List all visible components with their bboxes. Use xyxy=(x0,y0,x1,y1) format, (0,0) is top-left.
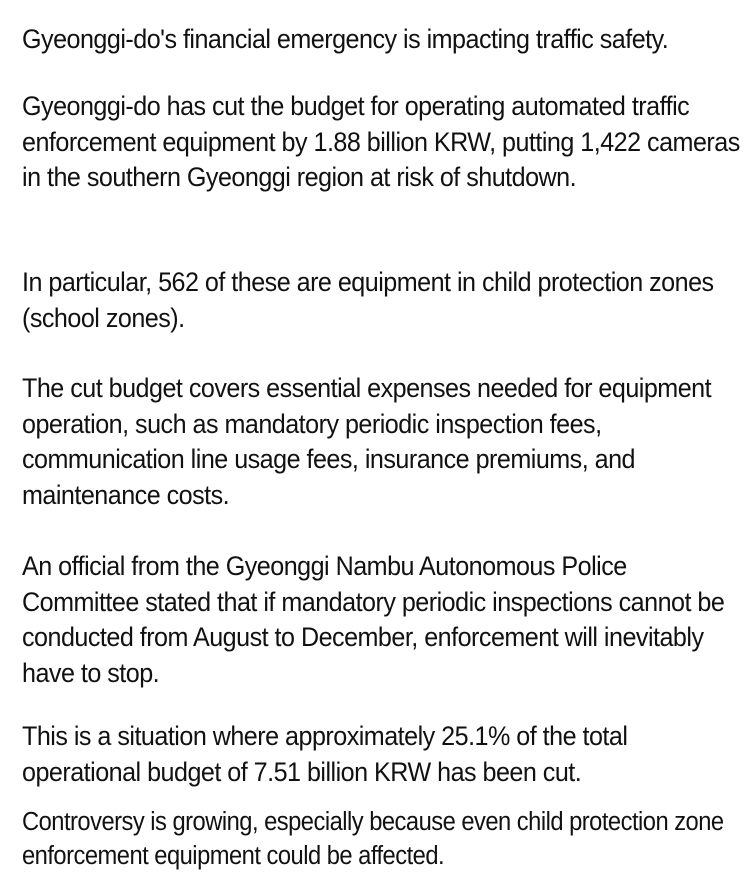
official-statement-paragraph: An official from the Gyeonggi Nambu Autonomous Police Committee stated that if mandatory periodic inspections cannot be conducted from August to December, enforcement will inevitably have to stop. xyxy=(22,551,725,688)
school-zone-paragraph: In particular, 562 of these are equipment in child protection zones (school zones). xyxy=(22,267,714,333)
headline-paragraph: Gyeonggi-do's financial emergency is impacting traffic safety. xyxy=(22,24,669,54)
expenses-paragraph: The cut budget covers essential expenses needed for equipment operation, such as mandatory periodic inspection fees, communication line usage fees, insurance premiums, and maintenance costs. xyxy=(22,373,712,510)
controversy-paragraph: Controversy is growing, especially because even child protection zone enforcement equipment could be affected. xyxy=(22,808,724,870)
budget-cut-paragraph: Gyeonggi-do has cut the budget for operating automated traffic enforcement equipment by 1.88 billion KRW, putting 1,422 cameras in the southern Gyeonggi region at risk of shutdown. xyxy=(22,91,740,192)
percentage-paragraph: This is a situation where approximately 25.1% of the total operational budget of 7.51 billion KRW has been cut. xyxy=(22,721,628,787)
